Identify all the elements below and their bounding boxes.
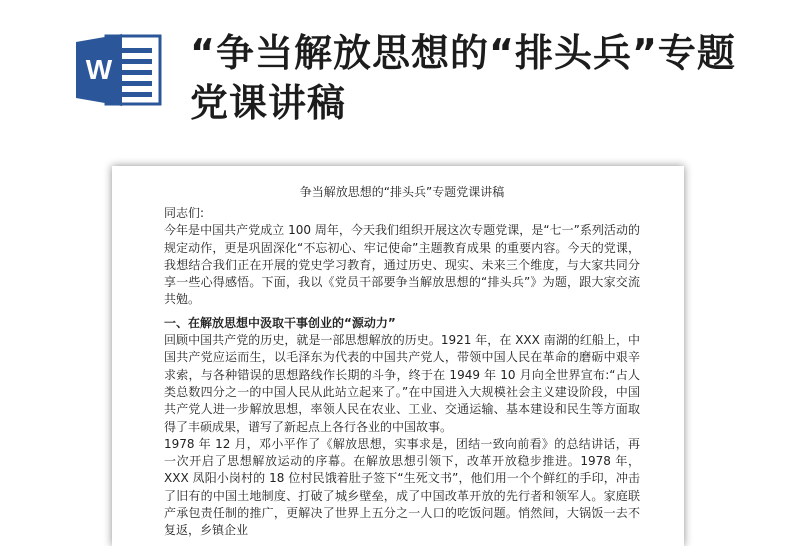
salutation: 同志们: [164, 206, 205, 220]
page-heading: 争当解放思想的“排头兵”专题党课讲稿 [299, 185, 505, 199]
header-banner [0, 0, 800, 150]
document-page-preview [112, 166, 684, 546]
section-paragraph: 1978 年 12 月，邓小平作了《解放思想，实事求是，团结一致向前看》的总结讲话，再一次开启了思想解放运动的序幕。在解放思想引领下，改革开放稳步推进。1978 年，XXX 凤阳小岗村的 18 位村民饿着肚子签下“生死文书”，他们用一个个鲜红的手印，冲击了旧有的中国土地制度、打破了城乡壁垒，成了中国改革开放的先行者和领军人。家庭联产承包责任制的推广，更解决了世界上五分之一人口的吃饭问题。悄然间，大锅饭一去不复返，乡镇企业 [164, 436, 640, 538]
intro-paragraph: 今年是中国共产党成立 100 周年，今天我们组织开展这次专题党课，是“七一”系列活动的规定动作，更是巩固深化“不忘初心、牢记使命”主题教育成果 的重要内容。今天的党课，我想结合我们正在开展的党史学习教育，通过历史、现实、未来三个维度，与大家共同分享一些心得感悟。下面，我以《党员干部要争当解放思想的“排头兵”》为题，跟大家交流共勉。 [164, 223, 640, 307]
section-heading: 一、在解放思想中汲取干事创业的“源动力” [164, 315, 396, 330]
section-paragraph: 回顾中国共产党的历史，就是一部思想解放的历史。1921 年，在 XXX 南湖的红船上，中国共产党应运而生，以毛泽东为代表的中国共产党人，带领中国人民在革命的磨砺中艰辛求索，与各种错误的思想路线作长期的斗争，终于在 1949 年 10 月向全世界宣布:“占人类总数四分之一的中国人民从此站立起来了。”在中国进入大规模社会主义建设阶段，中国共产党人进一步解放思想，率领人民在农业、工业、交通运输、基本建设和民生等方面取得了丰硕成果，谱写了新起点上各行各业的中国故事。 [164, 333, 640, 434]
document-title: “争当解放思想的“排头兵”专题党课讲稿 [190, 31, 736, 125]
document-body [164, 184, 640, 540]
word-icon-letter: W [85, 54, 113, 85]
word-document-icon [72, 30, 164, 110]
